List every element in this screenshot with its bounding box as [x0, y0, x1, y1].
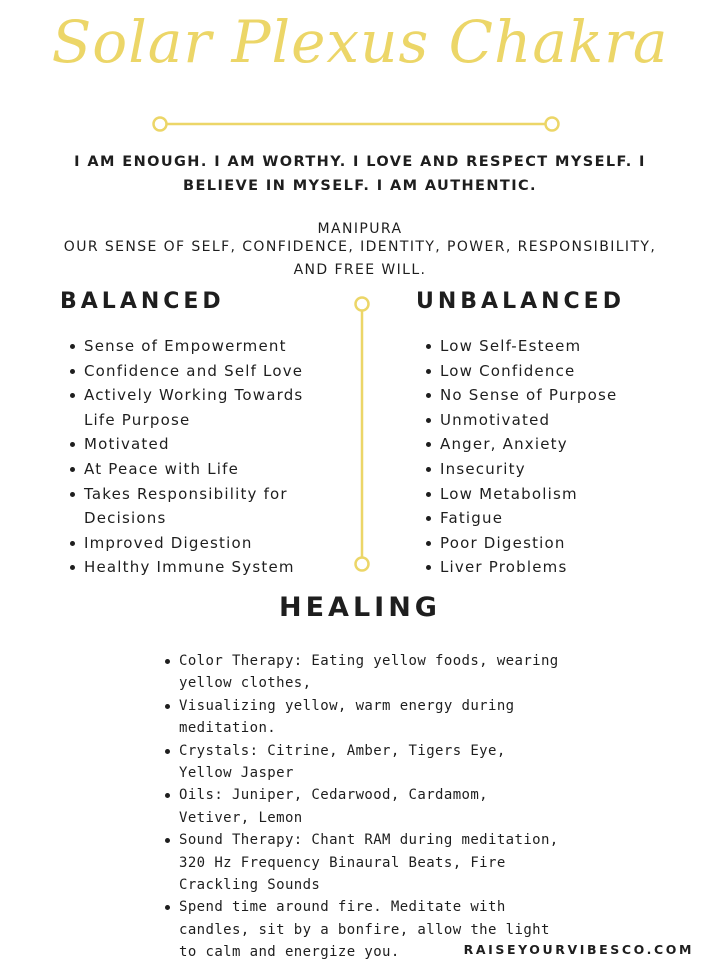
list-item: Low Self-Esteem [426, 334, 696, 359]
list-item: Takes Responsibility for Decisions [70, 482, 340, 531]
list-item: No Sense of Purpose [426, 383, 696, 408]
list-item: Anger, Anxiety [426, 432, 696, 457]
list-item: Motivated [70, 432, 340, 457]
list-item: Crystals: Citrine, Amber, Tigers Eye, Yellow Jasper [165, 740, 565, 785]
list-item: Unmotivated [426, 408, 696, 433]
list-item: Actively Working Towards Life Purpose [70, 383, 340, 432]
list-item: Low Confidence [426, 359, 696, 384]
page-title: Solar Plexus Chakra [51, 8, 669, 76]
sanskrit-name: MANIPURA [317, 221, 403, 237]
affirmation-text: I AM ENOUGH. I AM WORTHY. I LOVE AND RESPECT MYSELF. I BELIEVE IN MYSELF. I AM AUTHENTIC. [74, 154, 646, 194]
list-item: Sense of Empowerment [70, 334, 340, 359]
website-credit: RAISEYOURVIBESCO.COM [463, 942, 694, 957]
list-item: Sound Therapy: Chant RAM during meditation, 320 Hz Frequency Binaural Beats, Fire Crackling Sounds [165, 829, 565, 896]
list-item: Confidence and Self Love [70, 359, 340, 384]
chakra-description: OUR SENSE OF SELF, CONFIDENCE, IDENTITY, POWER, RESPONSIBILITY, AND FREE WILL. [63, 239, 657, 278]
healing-heading: HEALING [279, 592, 441, 623]
list-item: Healthy Immune System [70, 555, 340, 580]
column-divider [350, 296, 374, 574]
title-divider [150, 112, 570, 136]
list-item: Poor Digestion [426, 531, 696, 556]
balanced-heading: BALANCED [60, 289, 225, 314]
list-item: Color Therapy: Eating yellow foods, wearing yellow clothes, [165, 650, 565, 695]
list-item: Insecurity [426, 457, 696, 482]
list-item: At Peace with Life [70, 457, 340, 482]
list-item: Oils: Juniper, Cedarwood, Cardamom, Vetiver, Lemon [165, 784, 565, 829]
unbalanced-heading: UNBALANCED [416, 289, 625, 314]
list-item: Liver Problems [426, 555, 696, 580]
list-item: Low Metabolism [426, 482, 696, 507]
list-item: Spend time around fire. Meditate with candles, sit by a bonfire, allow the light to calm and energize you. [165, 896, 565, 963]
list-item: Improved Digestion [70, 531, 340, 556]
list-item: Visualizing yellow, warm energy during meditation. [165, 695, 565, 740]
unbalanced-list [426, 334, 696, 580]
list-item: Fatigue [426, 506, 696, 531]
healing-list [165, 650, 565, 964]
balanced-list [70, 334, 340, 580]
